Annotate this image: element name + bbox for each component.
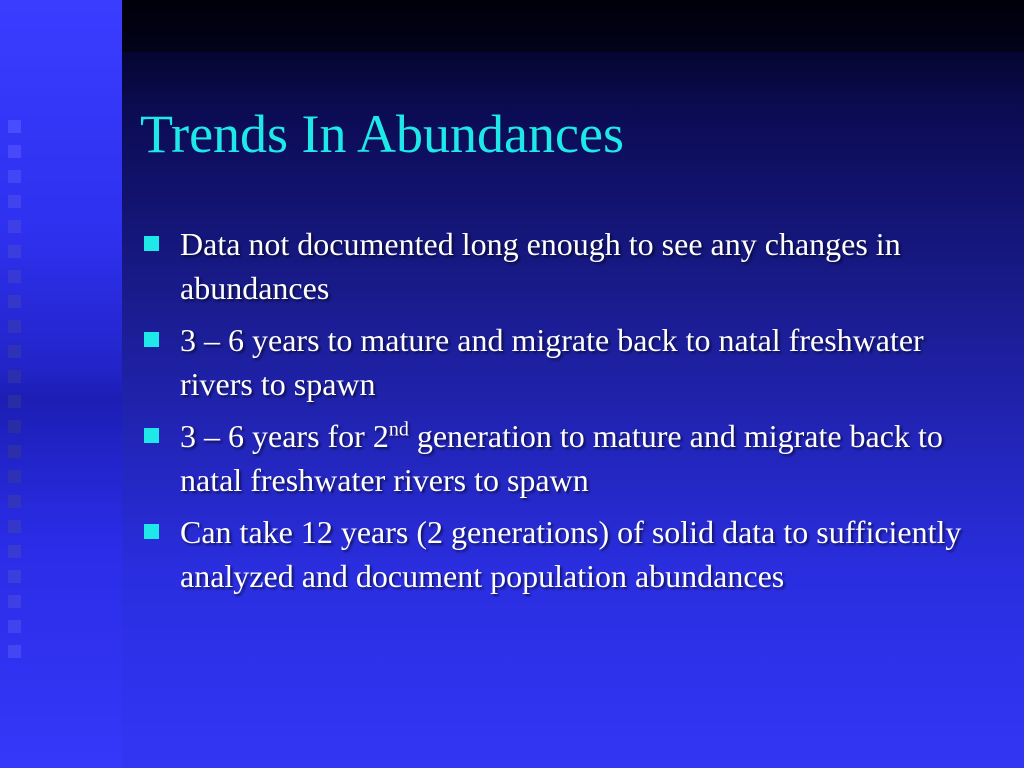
- decorative-square: [8, 220, 21, 233]
- bullet-text: Data not documented long enough to see any changes in abundances: [180, 226, 901, 306]
- decorative-square: [8, 245, 21, 258]
- bullet-text: 3 – 6 years to mature and migrate back to natal freshwater rivers to spawn: [180, 322, 924, 402]
- decorative-square: [8, 195, 21, 208]
- bullet-item: [144, 318, 1004, 406]
- decorative-square: [8, 145, 21, 158]
- decorative-square: [8, 170, 21, 183]
- decorative-square: [8, 395, 21, 408]
- decorative-square: [8, 295, 21, 308]
- decorative-square: [8, 545, 21, 558]
- square-bullet-icon: [144, 428, 159, 443]
- square-bullet-icon: [144, 236, 159, 251]
- decorative-square: [8, 420, 21, 433]
- decorative-square: [8, 345, 21, 358]
- decorative-square: [8, 495, 21, 508]
- decorative-square: [8, 645, 21, 658]
- bullet-item: [144, 510, 1004, 598]
- slide-title: Trends In Abundances: [140, 104, 624, 164]
- decorative-square: [8, 620, 21, 633]
- decorative-square: [8, 320, 21, 333]
- bullet-text: Can take 12 years (2 generations) of solid data to sufficiently analyzed and document population abundances: [180, 514, 962, 594]
- square-bullet-icon: [144, 332, 159, 347]
- top-header-bar: [122, 0, 1024, 52]
- bullet-text-part: generation to mature and migrate back to natal freshwater rivers to spawn: [180, 418, 943, 498]
- bullet-item: [144, 222, 1004, 310]
- bullet-list: [144, 222, 1004, 606]
- decorative-square: [8, 570, 21, 583]
- decorative-square: [8, 520, 21, 533]
- decorative-square: [8, 595, 21, 608]
- ordinal-superscript: nd: [388, 418, 409, 441]
- decorative-square: [8, 370, 21, 383]
- bullet-text: [180, 418, 943, 498]
- decorative-square: [8, 470, 21, 483]
- square-bullet-icon: [144, 524, 159, 539]
- decorative-square: [8, 445, 21, 458]
- decorative-squares: [8, 120, 28, 670]
- decorative-square: [8, 120, 21, 133]
- decorative-square: [8, 270, 21, 283]
- bullet-item: [144, 414, 1004, 502]
- left-decorative-band: [0, 0, 122, 768]
- bullet-text-part: 3 – 6 years for 2: [180, 418, 389, 454]
